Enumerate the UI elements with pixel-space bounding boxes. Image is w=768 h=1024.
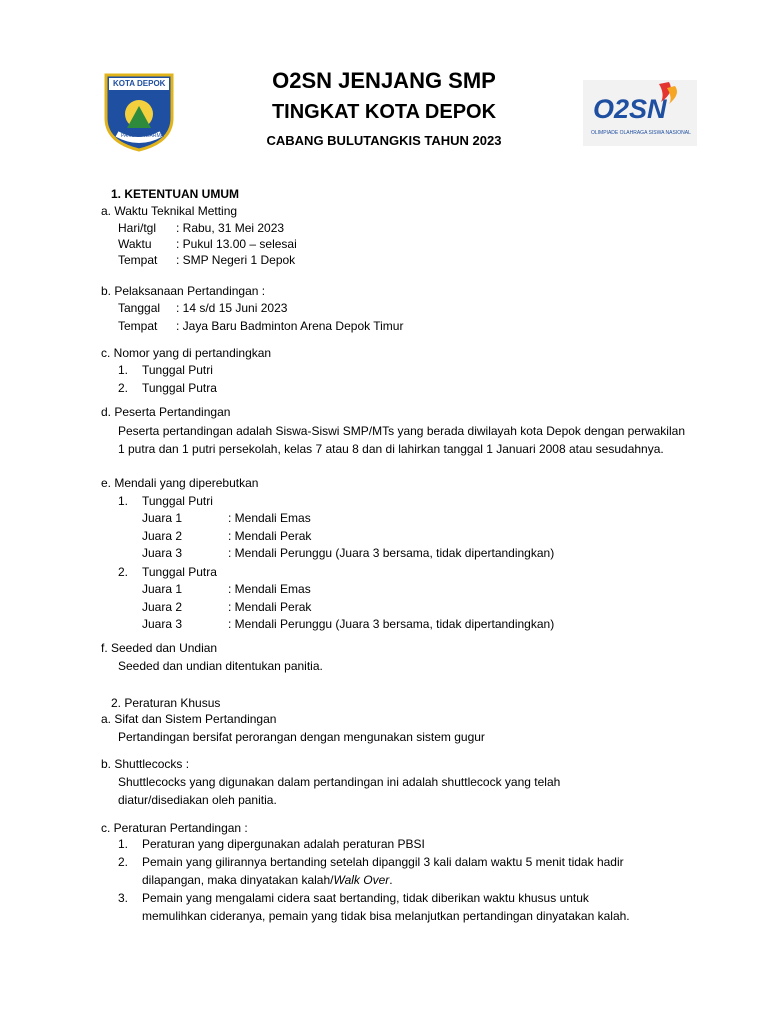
rule-item-number: 3. xyxy=(118,891,129,905)
info-row: Tanggal : 14 s/d 15 Juni 2023 xyxy=(118,301,288,315)
info-row: Tempat : SMP Negeri 1 Depok xyxy=(118,253,296,267)
section-2-heading: 2. Peraturan Khusus xyxy=(111,696,221,710)
s2b-line: diatur/disediakan oleh panitia. xyxy=(118,793,277,807)
rule-item-text: dilapangan, maka dinyatakan kalah/Walk Over. xyxy=(142,873,393,887)
s2b-line: Shuttlecocks yang digunakan dalam pertandingan ini adalah shuttlecock yang telah xyxy=(118,775,561,789)
s1f-heading: f. Seeded dan Undian xyxy=(101,641,218,655)
rule-item-text: memulihkan cideranya, pemain yang tidak bisa melanjutkan pertandingan dinyatakan kalah. xyxy=(142,909,630,923)
s1c-heading: c. Nomor yang di pertandingkan xyxy=(101,346,272,360)
s2a-heading: a. Sifat dan Sistem Pertandingan xyxy=(101,712,277,726)
document-title: O2SN JENJANG SMP xyxy=(272,68,496,93)
s2b-heading: b. Shuttlecocks : xyxy=(101,757,190,771)
medal-row: Juara 2 : Mendali Perak xyxy=(142,600,312,614)
s2c-heading: c. Peraturan Pertandingan : xyxy=(101,821,248,835)
medal-group-title: 2. Tunggal Putra xyxy=(118,565,217,579)
rule-item-number: 2. xyxy=(118,855,129,869)
medal-row: Juara 1 : Mendali Emas xyxy=(142,582,311,596)
info-row: Waktu : Pukul 13.00 – selesai xyxy=(118,237,297,251)
medal-row: Juara 1 : Mendali Emas xyxy=(142,511,311,525)
s1b-heading: b. Pelaksanaan Pertandingan : xyxy=(101,284,266,298)
s1d-paragraph: Peserta pertandingan adalah Siswa-Siswi SMP/MTs yang berada diwilayah kota Depok dengan perwakilan 1 putra dan 1 putri persekolah, kelas 7 atau 8 dan di lahirkan tanggal 1 Januari 2008 atau sesudahnya. xyxy=(118,424,685,456)
o2sn-caption: OLIMPIADE OLAHRAGA SISWA NASIONAL xyxy=(591,130,691,136)
rule-item-number: 1. xyxy=(118,837,129,851)
info-row: Tempat : Jaya Baru Badminton Arena Depok Timur xyxy=(118,319,404,333)
logo-text-top: KOTA DEPOK xyxy=(113,79,166,88)
rule-item-text: Pemain yang gilirannya bertanding setelah dipanggil 3 kali dalam waktu 5 menit tidak hadir xyxy=(142,855,624,869)
s1d-heading: d. Peserta Pertandingan xyxy=(101,405,231,419)
medal-group-title: 1. Tunggal Putri xyxy=(118,494,213,508)
info-row: Hari/tgl : Rabu, 31 Mei 2023 xyxy=(118,221,285,235)
list-item: 2. Tunggal Putra xyxy=(118,381,217,395)
section-1-heading: 1. KETENTUAN UMUM xyxy=(111,187,239,201)
rule-item-text: Peraturan yang dipergunakan adalah peraturan PBSI xyxy=(142,837,425,851)
rule-item-text: Pemain yang mengalami cidera saat bertanding, tidak diberikan waktu khusus untuk xyxy=(142,891,589,905)
logo-text-bottom: PANCARA DARMA xyxy=(121,133,164,139)
medal-row: Juara 2 : Mendali Perak xyxy=(142,529,312,543)
s1e-heading: e. Mendali yang diperebutkan xyxy=(101,476,259,490)
medal-row: Juara 3 : Mendali Perunggu (Juara 3 bersama, tidak dipertandingkan) xyxy=(142,546,555,560)
s2a-text: Pertandingan bersifat perorangan dengan mengunakan sistem gugur xyxy=(118,730,485,744)
medal-row: Juara 3 : Mendali Perunggu (Juara 3 bersama, tidak dipertandingkan) xyxy=(142,617,555,631)
s1f-text: Seeded dan undian ditentukan panitia. xyxy=(118,659,323,673)
document-subtitle: TINGKAT KOTA DEPOK xyxy=(271,101,497,123)
o2sn-mark: O2SN xyxy=(593,94,667,124)
document-branch: CABANG BULUTANGKIS TAHUN 2023 xyxy=(266,133,502,148)
s1a-heading: a. Waktu Teknikal Metting xyxy=(101,204,238,218)
list-item: 1. Tunggal Putri xyxy=(118,363,213,377)
